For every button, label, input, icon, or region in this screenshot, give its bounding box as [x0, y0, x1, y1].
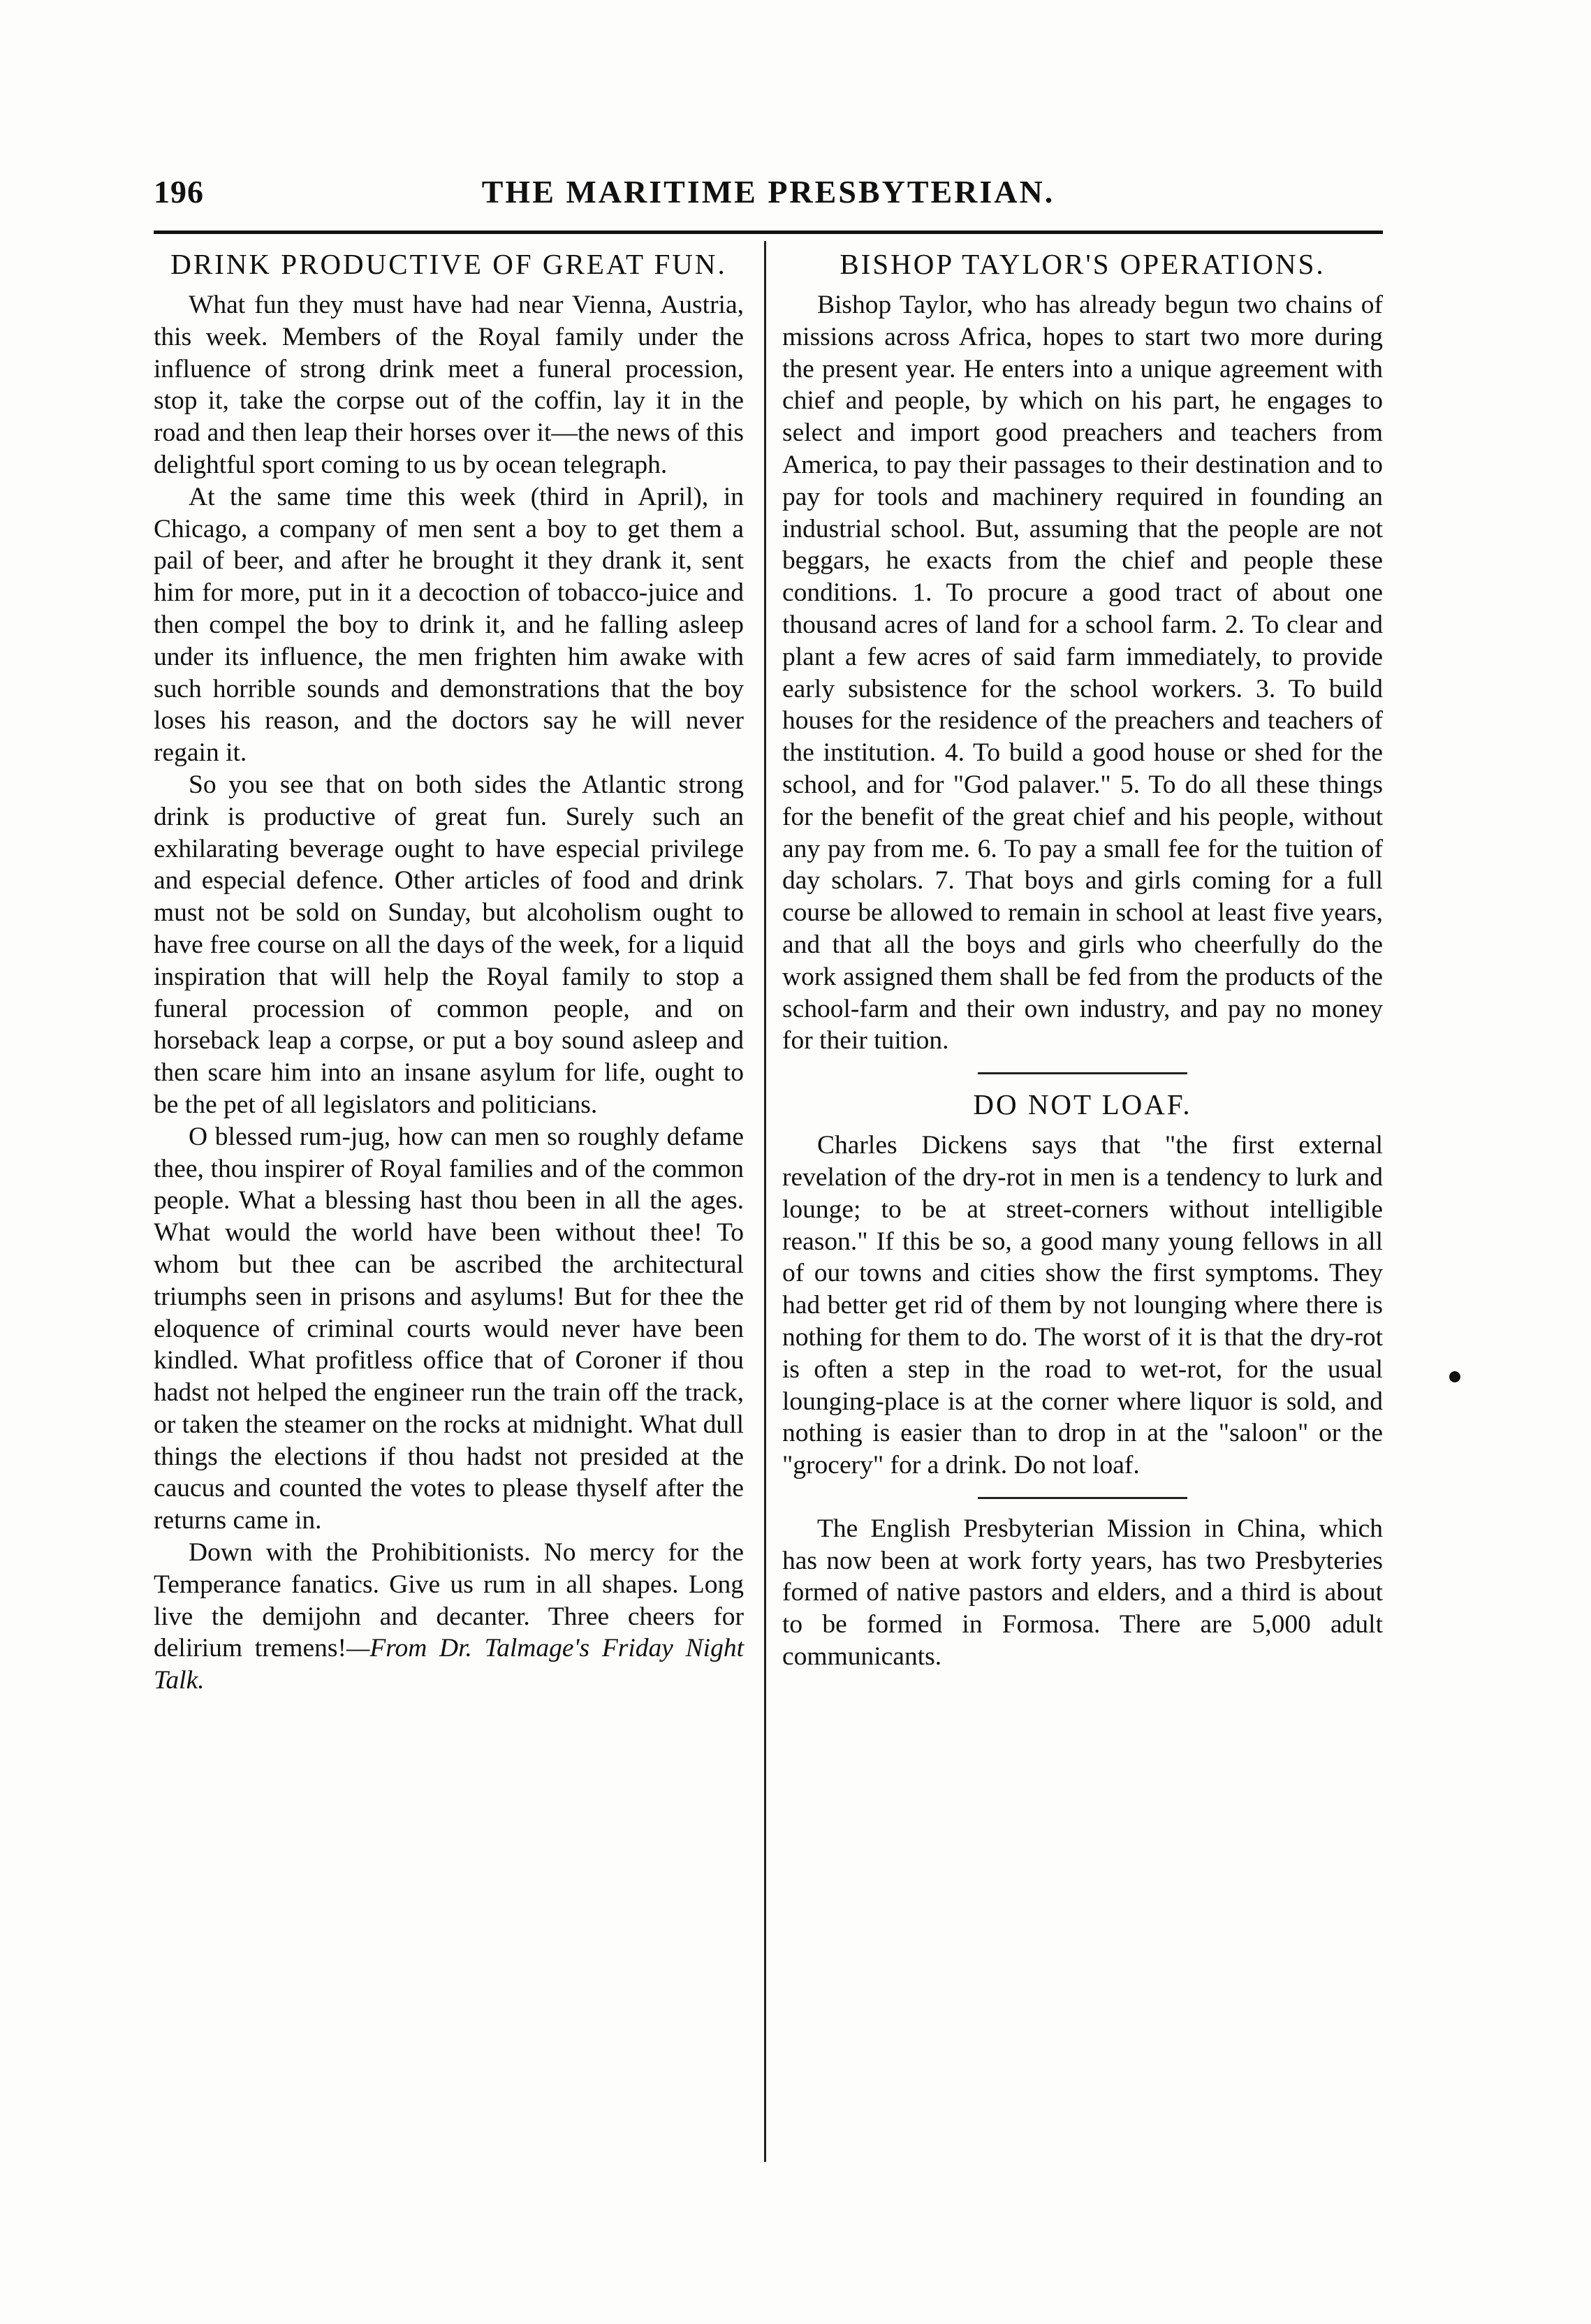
page-header	[154, 168, 1383, 217]
article-heading-drink: DRINK PRODUCTIVE OF GREAT FUN.	[170, 248, 727, 280]
article-paragraph: Charles Dickens says that "the first external revelation of the dry-rot in men is a tendency to lurk and lounge; to be at street-corners without intelligible reason." If this be so, a good many young fellows in all of our towns and cities show the first symptoms. They had better get rid of them by not lounging where there is nothing for them to do. The worst of it is that the dry-rot is often a step in the road to wet-rot, for the usual lounging-place is at the corner where liquor is sold, and nothing is easier than to drop in at the "saloon" or the "grocery" for a drink. Do not loaf.	[782, 1131, 1383, 1480]
article-paragraph: O blessed rum-jug, how can men so roughly defame thee, thou inspirer of Royal families and of the common people. What a blessing hast thou been in all the ages. What would the world have been without thee! To whom but thee can be ascribed the architectural triumphs seen in prisons and asylums! But for thee the eloquence of criminal courts would never have been kindled. What profitless office that of Coroner if thou hadst not helped the engineer run the train off the track, or taken the steamer on the rocks at midnight. What dull things the elections if thou hadst not presided at the caucus and counted the votes to please thyself after the returns came in.	[154, 1122, 744, 1535]
attribution: —From Dr. Talmage's Friday Night Talk.	[154, 1634, 744, 1695]
column-divider	[764, 241, 766, 2162]
article-paragraph: The English Presbyterian Mission in China, which has now been at work forty years, has two Presbyteries formed of native pastors and elders, and a third is about to be formed in Formosa. There are 5,000 adult communicants.	[782, 1514, 1383, 1672]
page-number: 196	[154, 174, 204, 210]
article-paragraph-last	[154, 1537, 744, 1697]
running-title: THE MARITIME PRESBYTERIAN.	[481, 174, 1055, 210]
article-heading-bishop-taylor: BISHOP TAYLOR'S OPERATIONS.	[840, 248, 1326, 280]
section-rule	[978, 1497, 1187, 1499]
closing-text: Down with the Prohibitionists. No mercy for the Temperance fanatics. Give us rum in all shapes. Long live the demijohn and decanter. Three cheers for delirium tremens!	[154, 1538, 744, 1663]
article-paragraph: At the same time this week (third in April), in Chicago, a company of men sent a boy to get them a pail of beer, and after he brought it they drank it, sent him for more, put in it a decoction of tobacco-juice and then compel the boy to drink it, and he falling asleep under its influence, the men frighten him awake with such horrible sounds and demonstrations that the boy loses his reason, and the doctors say he will never regain it.	[154, 482, 744, 768]
article-paragraph: So you see that on both sides the Atlantic strong drink is productive of great fun. Surely such an exhilarating beverage ought to have especial privilege and especial defence. Other articles of food and drink must not be sold on Sunday, but alcoholism ought to have free course on all the days of the week, for a liquid inspiration that will help the Royal family to stop a funeral procession of common people, and on horseback leap a corpse, or put a boy sound asleep and then scare him into an insane asylum for life, ought to be the pet of all legislators and politicians.	[154, 770, 744, 1119]
section-rule	[978, 1072, 1187, 1074]
right-column	[782, 248, 1383, 1673]
article-paragraph: What fun they must have had near Vienna, Austria, this week. Members of the Royal family under the influence of strong drink meet a funeral procession, stop it, take the corpse out of the coffin, lay it in the road and then leap their horses over it—the news of this delightful sport coming to us by ocean telegraph.	[154, 291, 744, 479]
article-heading-do-not-loaf: DO NOT LOAF.	[973, 1088, 1192, 1121]
article-paragraph: Bishop Taylor, who has already begun two chains of missions across Africa, hopes to start two more during the present year. He enters into a unique agreement with chief and people, by which on his part, he engages to select and import good preachers and teachers from America, to pay their passages to their destination and to pay for tools and machinery required in founding an industrial school. But, assuming that the people are not beggars, he exacts from the chief and people these conditions. 1. To procure a good tract of about one thousand acres of land for a school farm. 2. To clear and plant a few acres of said farm immediately, to provide early subsistence for the school workers. 3. To build houses for the residence of the preachers and teachers of the institution. 4. To build a good house or shed for the school, and for "God palaver." 5. To do all these things for the benefit of the great chief and his people, without any pay from me. 6. To pay a small fee for the tuition of day scholars. 7. That boys and girls coming for a full course be allowed to remain in school at least five years, and that all the boys and girls who cheerfully do the work assigned them shall be fed from the products of the school-farm and their own industry, and pay no money for their tuition.	[782, 291, 1383, 1055]
left-column	[154, 248, 744, 1697]
header-rule	[154, 231, 1383, 234]
ink-dot	[1449, 1371, 1460, 1382]
